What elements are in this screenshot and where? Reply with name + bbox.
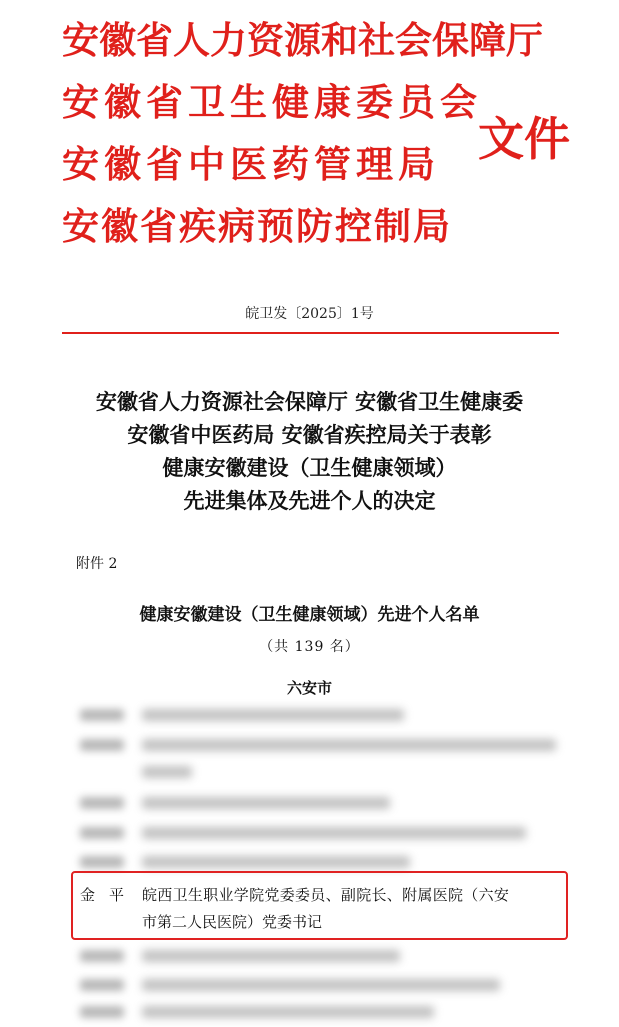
redacted-name (80, 950, 124, 962)
title-line-4: 先进集体及先进个人的决定 (183, 488, 436, 513)
masthead-org-2: 安徽省卫生健康委员会 (62, 80, 482, 124)
masthead-suffix: 文件 (478, 112, 570, 166)
redacted-name (80, 797, 124, 809)
redacted-name (80, 856, 124, 868)
count-text: （共 139 名） (259, 639, 360, 655)
redacted-name (80, 827, 124, 839)
red-divider (62, 332, 559, 334)
redacted-title (142, 766, 192, 778)
title-line-1: 安徽省人力资源社会保障厅 安徽省卫生健康委 (95, 389, 524, 414)
masthead-org-3: 安徽省中医药管理局 (62, 142, 440, 186)
redacted-title (142, 856, 410, 868)
highlighted-person-name: 金平 (80, 886, 139, 904)
city-heading: 六安市 (286, 679, 332, 697)
redacted-title (142, 827, 526, 839)
redacted-title (142, 1006, 434, 1018)
redacted-name (80, 1006, 124, 1018)
redacted-name (80, 739, 124, 751)
redacted-title (142, 950, 400, 962)
document-number: 皖卫发〔2025〕1号 (245, 306, 374, 322)
masthead-org-4: 安徽省疾病预防控制局 (62, 204, 452, 248)
redacted-title (142, 709, 404, 721)
redacted-name (80, 979, 124, 991)
redacted-title (142, 979, 500, 991)
redacted-name (80, 709, 124, 721)
list-title: 健康安徽建设（卫生健康领域）先进个人名单 (139, 605, 480, 625)
title-line-3: 健康安徽建设（卫生健康领域） (162, 455, 457, 480)
title-line-2: 安徽省中医药局 安徽省疾控局关于表彰 (127, 422, 492, 447)
attachment-label: 附件 2 (76, 556, 118, 572)
redacted-title (142, 739, 556, 751)
redacted-title (142, 797, 390, 809)
highlighted-person-title-line-1: 皖西卫生职业学院党委委员、副院长、附属医院（六安 (142, 886, 510, 904)
masthead-org-1: 安徽省人力资源和社会保障厅 (62, 18, 543, 62)
highlighted-person-title-line-2: 市第二人民医院）党委书记 (142, 913, 323, 931)
